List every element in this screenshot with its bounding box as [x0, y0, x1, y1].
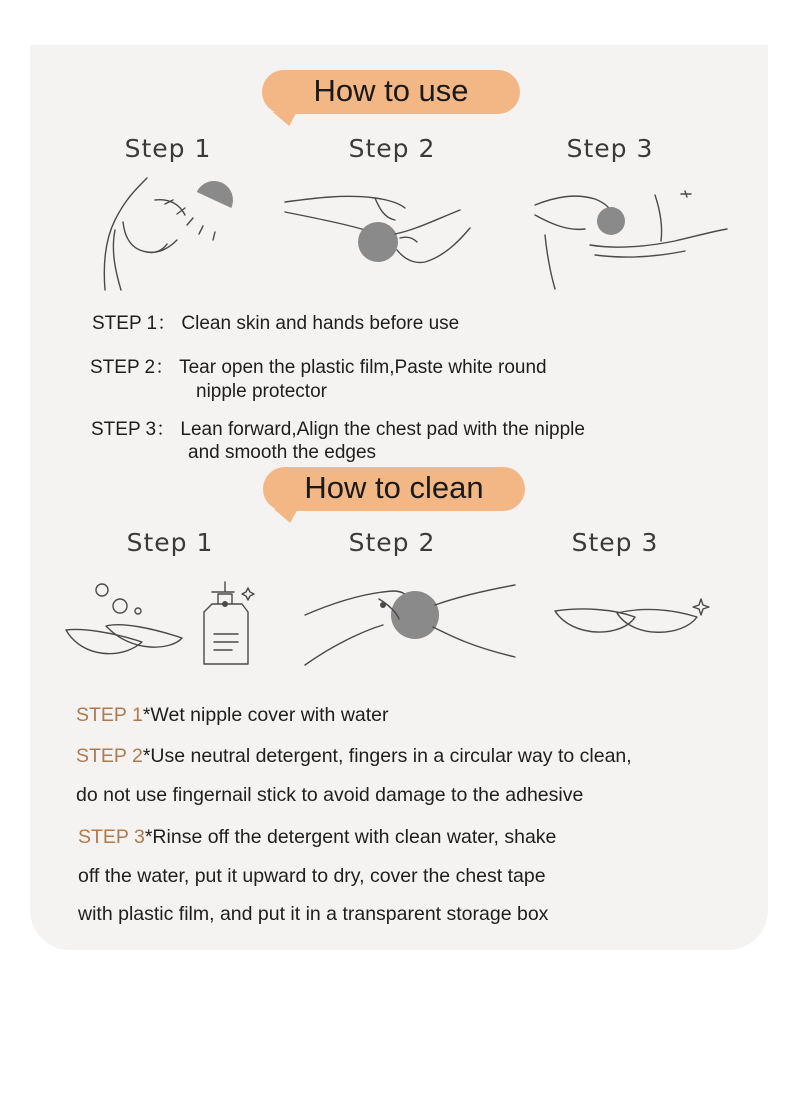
use-step-2-label: Step 2: [348, 134, 436, 163]
clean-instruction-1-text: *Wet nipple cover with water: [142, 704, 389, 726]
clean-instruction-3-text: *Rinse off the detergent with clean water, shake: [144, 826, 557, 848]
use-instruction-2: [90, 352, 547, 379]
chest-pad-illustration: [535, 185, 730, 290]
clean-instruction-3: [78, 826, 556, 849]
use-instruction-1: [92, 308, 459, 335]
clean-step-2-label: Step 2: [348, 528, 436, 557]
clean-instruction-3-label: STEP 3: [78, 826, 145, 848]
wash-bottle-illustration: [62, 578, 262, 668]
clean-instruction-1: [76, 704, 389, 727]
hands-pad-illustration: [285, 190, 475, 275]
clean-step-1-label: Step 1: [126, 528, 214, 557]
drying-pads-illustration: [553, 595, 713, 645]
use-instruction-1-label: STEP 1：: [92, 313, 177, 334]
how-to-clean-title: [263, 467, 525, 511]
hands-cleaning-illustration: [303, 575, 518, 670]
use-instruction-3-label: STEP 3：: [91, 419, 176, 440]
shower-torso-illustration: [95, 170, 255, 300]
use-instruction-3: [91, 414, 585, 441]
clean-step-3-label: Step 3: [571, 528, 659, 557]
use-instruction-2-label: STEP 2：: [90, 357, 175, 378]
how-to-clean-title-text: How to clean: [304, 470, 484, 505]
use-instruction-2-cont: nipple protector: [196, 381, 327, 402]
how-to-use-title-text: How to use: [313, 73, 469, 108]
clean-instruction-3-cont2: with plastic film, and put it in a transparent storage box: [78, 903, 549, 925]
clean-instruction-3-cont: off the water, put it upward to dry, cover the chest tape: [78, 865, 546, 887]
use-instruction-1-text: Clean skin and hands before use: [181, 313, 460, 334]
use-instruction-2-text: Tear open the plastic film,Paste white round: [179, 357, 547, 378]
clean-instruction-2-label: STEP 2: [76, 745, 143, 767]
use-step-1-label: Step 1: [124, 134, 212, 163]
clean-instruction-2: [76, 745, 632, 768]
use-instruction-3-text: Lean forward,Align the chest pad with the nipple: [180, 419, 585, 440]
clean-instruction-1-label: STEP 1: [76, 704, 143, 726]
use-step-3-label: Step 3: [566, 134, 654, 163]
how-to-use-title: [262, 70, 520, 114]
clean-instruction-2-text: *Use neutral detergent, fingers in a circular way to clean,: [142, 745, 632, 767]
use-instruction-3-cont: and smooth the edges: [188, 442, 377, 463]
clean-instruction-2-cont: do not use fingernail stick to avoid damage to the adhesive: [76, 784, 584, 806]
